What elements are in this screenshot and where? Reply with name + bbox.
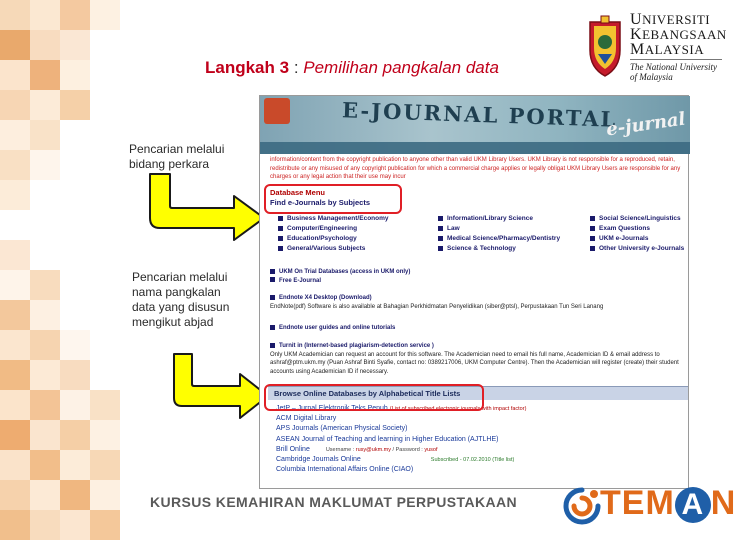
brill-user-label: Username : bbox=[325, 446, 356, 453]
brill-username: rusy@ukm.my bbox=[355, 446, 392, 453]
brill-credentials bbox=[326, 447, 438, 453]
list-item bbox=[276, 414, 686, 424]
decorative-mosaic bbox=[0, 0, 138, 546]
highlight-browse-alphabetical bbox=[264, 384, 484, 411]
subject-column-1 bbox=[278, 214, 389, 254]
subject-link[interactable]: Education/Psychology bbox=[278, 234, 389, 244]
subject-link[interactable]: Business Management/Economy bbox=[278, 214, 389, 224]
ejournal-portal-screenshot bbox=[259, 95, 689, 489]
logo-line1-cap: U bbox=[630, 11, 643, 28]
journal-link-ciao[interactable]: Columbia International Affairs Online (CIAO) bbox=[276, 466, 414, 474]
database-menu-label: Database Menu bbox=[270, 188, 326, 197]
endnote-block bbox=[270, 294, 684, 311]
ukm-crest-icon bbox=[584, 14, 626, 80]
subject-link[interactable]: Law bbox=[438, 224, 560, 234]
endnote-download-link[interactable]: Endnote X4 Desktop (Download) bbox=[270, 294, 684, 303]
slide-title bbox=[205, 58, 499, 78]
caption-alphabetical-search: Pencarian melalui nama pangkalan data yang disusun mengikut abjad bbox=[132, 270, 230, 329]
teman-logo bbox=[560, 478, 736, 530]
highlight-database-menu bbox=[264, 184, 402, 214]
endnote-description: EndNote(pdf) Software is also available at Bahagian Perkhidmatan Penyelidikan (siber@ptsl), Perpustakaan Tun Seri Lanang bbox=[270, 303, 604, 310]
logo-line2-rest: EBANGSAAN bbox=[642, 27, 727, 42]
list-item bbox=[276, 455, 686, 465]
subject-link[interactable]: Computer/Engineering bbox=[278, 224, 389, 234]
journal-link-brill[interactable]: Brill Online bbox=[276, 445, 310, 453]
subject-link[interactable]: Information/Library Science bbox=[438, 214, 560, 224]
turnitin-description: Only UKM Academician can request an account for this software. The Academician need to email his full name, Academician ID & email address to ashraf@ptm.ukm.my (Puan Ashraf Binti Syafie, contact no: 0389217006, UKM Computer Centre). Then the Academician will register (create) their student accounts using Academician ID if necessary. bbox=[270, 351, 679, 375]
journal-link-ajtlhe[interactable]: ASEAN Journal of Teaching and learning in Higher Education (AJTLHE) bbox=[276, 435, 499, 443]
journal-link-acm[interactable]: ACM Digital Library bbox=[276, 415, 337, 423]
logo-line-kebangsaan bbox=[630, 27, 727, 42]
subject-link[interactable]: Science & Technology bbox=[438, 244, 560, 254]
arrow-to-database-menu-icon bbox=[138, 170, 270, 246]
list-item bbox=[276, 424, 686, 434]
subject-link[interactable]: Exam Questions bbox=[590, 224, 684, 234]
trial-databases-link[interactable]: UKM On Trial Databases (access in UKM only) bbox=[270, 268, 684, 277]
journal-link-aps[interactable]: APS Journals (American Physical Society) bbox=[276, 425, 408, 433]
cambridge-subscribed-note[interactable]: Subscribed - 07.02.2010 (Title list) bbox=[430, 457, 515, 464]
portal-banner-script: e-jurnal bbox=[605, 108, 688, 141]
trial-databases-block bbox=[270, 268, 684, 285]
ukm-logo bbox=[584, 8, 726, 90]
title-subtitle: Pemilihan pangkalan data bbox=[303, 58, 499, 77]
endnote-guides-block bbox=[270, 324, 684, 333]
list-item bbox=[276, 435, 686, 445]
turnitin-link[interactable]: Turnit in (Internet-based plagiarism-detection service ) bbox=[270, 342, 684, 351]
subject-link[interactable]: Other University e-Journals bbox=[590, 244, 684, 254]
subject-link[interactable]: Medical Science/Pharmacy/Dentistry bbox=[438, 234, 560, 244]
teman-part3: N bbox=[710, 484, 736, 522]
logo-line2-cap: K bbox=[630, 26, 643, 43]
endnote-guides-link[interactable]: Endnote user guides and online tutorials bbox=[270, 324, 684, 333]
logo-tagline-2: of Malaysia bbox=[630, 72, 673, 82]
browse-alphabetical-heading: Browse Online Databases by Alphabetical Title Lists bbox=[274, 389, 461, 398]
footer-course-title: KURSUS KEMAHIRAN MAKLUMAT PERPUSTAKAAN bbox=[150, 494, 518, 510]
logo-line3-rest: ALAYSIA bbox=[644, 42, 705, 57]
list-item bbox=[276, 465, 686, 475]
logo-line-universiti bbox=[630, 12, 727, 27]
jetp-note: (List of subscribed electronic journals with impact factor) bbox=[389, 406, 527, 412]
turnitin-block bbox=[270, 342, 684, 376]
list-item bbox=[276, 445, 686, 455]
caption-subject-search: Pencarian melalui bidang perkara bbox=[129, 142, 225, 171]
logo-tagline-1: The National University bbox=[630, 62, 717, 72]
teman-part1: TEM bbox=[600, 484, 675, 522]
portal-copyright-notice: information/content from the copyright publication to anyone other than valid UKM Library Users. UKM Library is not responsible for a reproduced, retain, redistribute or any misused of any copyright publication for which a commercial charge applies or legally obligat UKM Library Users are responsible for any charges or any legal action that their use may incur bbox=[270, 157, 681, 180]
subject-column-3 bbox=[590, 214, 684, 254]
portal-banner bbox=[260, 96, 690, 154]
journal-link-cambridge[interactable]: Cambridge Journals Online bbox=[276, 456, 361, 464]
subject-link[interactable]: UKM e-Journals bbox=[590, 234, 684, 244]
logo-line-malaysia bbox=[630, 42, 727, 57]
portal-nav-bar[interactable] bbox=[260, 142, 690, 154]
journal-link-jetp[interactable]: JetP – Jurnal Elektronik Teks Penuh bbox=[276, 405, 388, 412]
brill-pass-label: / Password : bbox=[391, 446, 425, 453]
brill-password: yusof bbox=[424, 446, 438, 453]
title-step: Langkah 3 bbox=[205, 58, 290, 77]
teman-swirl-icon bbox=[560, 484, 604, 528]
subject-link[interactable]: General/Various Subjects bbox=[278, 244, 389, 254]
portal-banner-title: E-JOURNAL PORTAL bbox=[341, 97, 618, 132]
subject-link[interactable]: Social Science/Linguistics bbox=[590, 214, 684, 224]
subject-column-2 bbox=[438, 214, 560, 254]
find-by-subject-heading: Find e-Journals by Subjects bbox=[270, 198, 371, 207]
logo-divider bbox=[630, 59, 722, 60]
portal-emblem-icon bbox=[264, 98, 290, 124]
free-ejournal-link[interactable]: Free E-Journal bbox=[270, 277, 684, 286]
title-colon: : bbox=[289, 58, 304, 77]
teman-wordmark bbox=[600, 484, 736, 523]
logo-line1-rest: NIVERSITI bbox=[642, 12, 711, 27]
teman-part2: A bbox=[675, 487, 711, 523]
logo-line3-cap: M bbox=[630, 41, 645, 58]
journal-list bbox=[276, 404, 686, 475]
